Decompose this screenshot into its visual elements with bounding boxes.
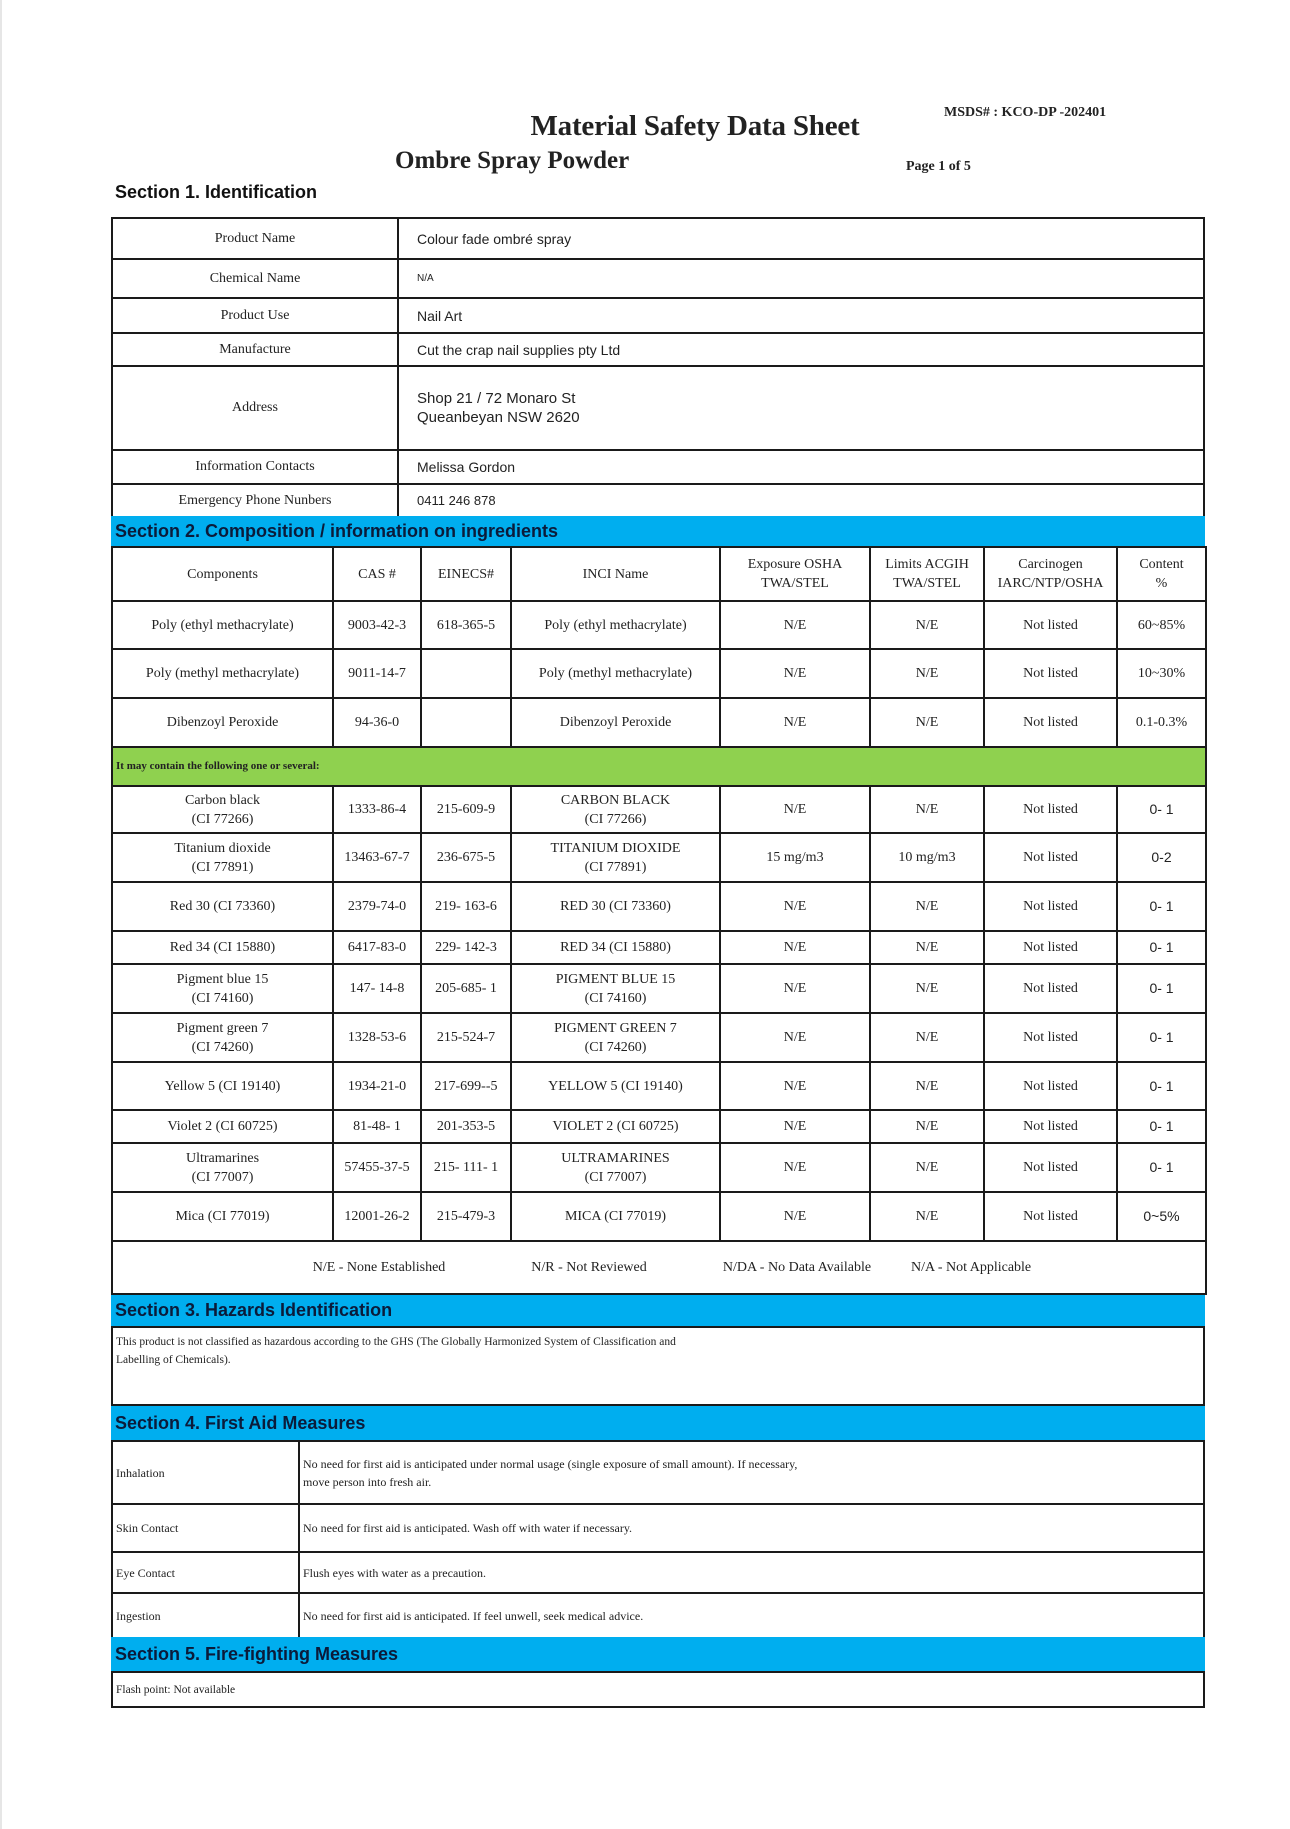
legend-ne: N/E - None Established	[312, 1260, 446, 1275]
content-cell: 0- 1	[1117, 964, 1206, 1013]
osha-cell: N/E	[720, 698, 870, 747]
carcinogen-cell: Not listed	[984, 1062, 1117, 1110]
section5-heading: Section 5. Fire-fighting Measures	[111, 1637, 1205, 1671]
component-cell: Poly (ethyl methacrylate)	[112, 601, 333, 649]
ingredient-row	[112, 1192, 1206, 1241]
optional-note-row	[112, 747, 1206, 786]
col-carcinogen: Carcinogen IARC/NTP/OSHA	[984, 547, 1117, 601]
osha-cell: N/E	[720, 1143, 870, 1192]
section2-heading: Section 2. Composition / information on ingredients	[111, 516, 1205, 546]
section1-heading: Section 1. Identification	[115, 182, 318, 202]
ingredient-row	[112, 833, 1206, 882]
table-row	[112, 1593, 1204, 1638]
cas-cell: 1934-21-0	[333, 1062, 421, 1110]
cas-cell: 9011-14-7	[333, 649, 421, 698]
carcinogen-cell: Not listed	[984, 1192, 1117, 1241]
component-cell: Poly (methyl methacrylate)	[112, 649, 333, 698]
osha-cell: N/E	[720, 786, 870, 833]
inci-cell: ULTRAMARINES (CI 77007)	[511, 1143, 720, 1192]
first-aid-text: No need for first aid is anticipated under normal usage (single exposure of small amount). If necessary, move person into fresh air.	[299, 1441, 1204, 1504]
row-label: Chemical Name	[112, 259, 398, 298]
einecs-cell: 618-365-5	[421, 601, 511, 649]
cas-cell: 81-48- 1	[333, 1110, 421, 1143]
einecs-cell: 236-675-5	[421, 833, 511, 882]
carcinogen-cell: Not listed	[984, 1013, 1117, 1062]
hazards-text-line1: This product is not classified as hazardous according to the GHS (The Globally Harmonized System of Classification and	[116, 1336, 676, 1348]
col-inci: INCI Name	[511, 547, 720, 601]
legend-row	[112, 1241, 1206, 1294]
ingredient-row	[112, 964, 1206, 1013]
table-row	[112, 218, 1204, 259]
carcinogen-cell: Not listed	[984, 882, 1117, 931]
osha-cell: N/E	[720, 931, 870, 964]
page-edge	[0, 0, 2, 1829]
cas-cell: 147- 14-8	[333, 964, 421, 1013]
flash-point-text: Flash point: Not available	[116, 1684, 236, 1696]
einecs-cell: 217-699--5	[421, 1062, 511, 1110]
inci-cell: VIOLET 2 (CI 60725)	[511, 1110, 720, 1143]
inci-cell: PIGMENT BLUE 15 (CI 74160)	[511, 964, 720, 1013]
einecs-cell: 215- 111- 1	[421, 1143, 511, 1192]
product-name-value: Colour fade ombré spray	[398, 218, 1204, 259]
einecs-cell: 215-479-3	[421, 1192, 511, 1241]
osha-cell: N/E	[720, 1062, 870, 1110]
ingredient-row	[112, 601, 1206, 649]
inci-cell: Poly (ethyl methacrylate)	[511, 601, 720, 649]
table-row	[112, 259, 1204, 298]
ingredient-row	[112, 882, 1206, 931]
osha-cell: 15 mg/m3	[720, 833, 870, 882]
component-cell: Red 30 (CI 73360)	[112, 882, 333, 931]
acgih-cell: N/E	[870, 1013, 984, 1062]
osha-cell: N/E	[720, 601, 870, 649]
row-label: Address	[112, 366, 398, 450]
table-row	[112, 450, 1204, 484]
page-indicator: Page 1 of 5	[906, 159, 971, 174]
product-subtitle: Ombre Spray Powder	[395, 147, 630, 174]
einecs-cell: 201-353-5	[421, 1110, 511, 1143]
osha-cell: N/E	[720, 964, 870, 1013]
table-row	[112, 333, 1204, 366]
composition-table	[111, 546, 1207, 1295]
component-cell: Titanium dioxide (CI 77891)	[112, 833, 333, 882]
ingredient-row	[112, 786, 1206, 833]
address-line2: Queanbeyan NSW 2620	[417, 409, 580, 426]
product-use-value: Nail Art	[398, 298, 1204, 333]
col-components: Components	[112, 547, 333, 601]
osha-cell: N/E	[720, 649, 870, 698]
ingredient-row	[112, 1062, 1206, 1110]
ingredient-row	[112, 1143, 1206, 1192]
table-row	[112, 484, 1204, 517]
cas-cell: 6417-83-0	[333, 931, 421, 964]
table-row	[112, 298, 1204, 333]
cas-cell: 57455-37-5	[333, 1143, 421, 1192]
hazards-text-line2: Labelling of Chemicals).	[116, 1354, 231, 1366]
table-row	[112, 1441, 1204, 1504]
content-cell: 0.1-0.3%	[1117, 698, 1206, 747]
component-cell: Yellow 5 (CI 19140)	[112, 1062, 333, 1110]
optional-note: It may contain the following one or several:	[112, 747, 1206, 786]
carcinogen-cell: Not listed	[984, 786, 1117, 833]
carcinogen-cell: Not listed	[984, 964, 1117, 1013]
row-label: Emergency Phone Nunbers	[112, 484, 398, 517]
component-cell: Pigment blue 15 (CI 74160)	[112, 964, 333, 1013]
component-cell: Carbon black (CI 77266)	[112, 786, 333, 833]
section4-heading: Section 4. First Aid Measures	[111, 1406, 1205, 1440]
hazards-text-box	[111, 1326, 1205, 1406]
first-aid-label: Skin Contact	[112, 1504, 299, 1552]
document-title: Material Safety Data Sheet	[530, 110, 860, 142]
acgih-cell: 10 mg/m3	[870, 833, 984, 882]
acgih-cell: N/E	[870, 1110, 984, 1143]
acgih-cell: N/E	[870, 964, 984, 1013]
col-einecs: EINECS#	[421, 547, 511, 601]
inci-cell: TITANIUM DIOXIDE (CI 77891)	[511, 833, 720, 882]
first-aid-table	[111, 1440, 1205, 1639]
optional-ingredients	[112, 786, 1206, 1241]
carcinogen-cell: Not listed	[984, 1143, 1117, 1192]
first-aid-label: Ingestion	[112, 1593, 299, 1638]
acgih-cell: N/E	[870, 649, 984, 698]
col-cas: CAS #	[333, 547, 421, 601]
component-cell: Red 34 (CI 15880)	[112, 931, 333, 964]
acgih-cell: N/E	[870, 786, 984, 833]
component-cell: Ultramarines (CI 77007)	[112, 1143, 333, 1192]
content-cell: 0- 1	[1117, 786, 1206, 833]
osha-cell: N/E	[720, 1013, 870, 1062]
content-cell: 0- 1	[1117, 882, 1206, 931]
inci-cell: Poly (methyl methacrylate)	[511, 649, 720, 698]
identification-table	[111, 217, 1205, 518]
section3-heading: Section 3. Hazards Identification	[111, 1295, 1205, 1326]
cas-cell: 12001-26-2	[333, 1192, 421, 1241]
einecs-cell: 219- 163-6	[421, 882, 511, 931]
first-aid-text: No need for first aid is anticipated. Wash off with water if necessary.	[299, 1504, 1204, 1552]
table-row	[112, 1552, 1204, 1593]
component-cell: Violet 2 (CI 60725)	[112, 1110, 333, 1143]
acgih-cell: N/E	[870, 882, 984, 931]
component-cell: Dibenzoyl Peroxide	[112, 698, 333, 747]
ingredient-row	[112, 1110, 1206, 1143]
acgih-cell: N/E	[870, 698, 984, 747]
first-aid-label: Inhalation	[112, 1441, 299, 1504]
content-cell: 0-2	[1117, 833, 1206, 882]
cas-cell: 9003-42-3	[333, 601, 421, 649]
table-row	[112, 1504, 1204, 1552]
osha-cell: N/E	[720, 1110, 870, 1143]
acgih-cell: N/E	[870, 1192, 984, 1241]
ingredient-row	[112, 649, 1206, 698]
content-cell: 0- 1	[1117, 1110, 1206, 1143]
content-cell: 0~5%	[1117, 1192, 1206, 1241]
osha-cell: N/E	[720, 1192, 870, 1241]
address-line1: Shop 21 / 72 Monaro St	[417, 390, 576, 407]
ingredient-row	[112, 931, 1206, 964]
first-aid-text: No need for first aid is anticipated. If feel unwell, seek medical advice.	[299, 1593, 1204, 1638]
row-label: Product Use	[112, 298, 398, 333]
einecs-cell: 229- 142-3	[421, 931, 511, 964]
content-cell: 60~85%	[1117, 601, 1206, 649]
header-row	[112, 547, 1206, 601]
inci-cell: PIGMENT GREEN 7 (CI 74260)	[511, 1013, 720, 1062]
ingredient-row	[112, 1013, 1206, 1062]
component-cell: Pigment green 7 (CI 74260)	[112, 1013, 333, 1062]
content-cell: 10~30%	[1117, 649, 1206, 698]
carcinogen-cell: Not listed	[984, 931, 1117, 964]
cas-cell: 1333-86-4	[333, 786, 421, 833]
inci-cell: YELLOW 5 (CI 19140)	[511, 1062, 720, 1110]
inci-cell: CARBON BLACK (CI 77266)	[511, 786, 720, 833]
carcinogen-cell: Not listed	[984, 601, 1117, 649]
einecs-cell	[421, 649, 511, 698]
legend-nr: N/R - Not Reviewed	[531, 1260, 647, 1275]
carcinogen-cell: Not listed	[984, 698, 1117, 747]
einecs-cell: 215-524-7	[421, 1013, 511, 1062]
acgih-cell: N/E	[870, 1143, 984, 1192]
component-cell: Mica (CI 77019)	[112, 1192, 333, 1241]
main-ingredients	[112, 601, 1206, 747]
manufacture-value: Cut the crap nail supplies pty Ltd	[398, 333, 1204, 366]
osha-cell: N/E	[720, 882, 870, 931]
cas-cell: 1328-53-6	[333, 1013, 421, 1062]
inci-cell: RED 34 (CI 15880)	[511, 931, 720, 964]
col-content: Content %	[1117, 547, 1206, 601]
content-cell: 0- 1	[1117, 931, 1206, 964]
cas-cell: 13463-67-7	[333, 833, 421, 882]
carcinogen-cell: Not listed	[984, 649, 1117, 698]
col-acgih: Limits ACGIH TWA/STEL	[870, 547, 984, 601]
first-aid-text: Flush eyes with water as a precaution.	[299, 1552, 1204, 1593]
acgih-cell: N/E	[870, 931, 984, 964]
cas-cell: 2379-74-0	[333, 882, 421, 931]
msds-number: MSDS# : KCO-DP -202401	[944, 105, 1107, 120]
row-label: Information Contacts	[112, 450, 398, 484]
contact-value: Melissa Gordon	[398, 450, 1204, 484]
table-row	[112, 366, 1204, 450]
einecs-cell: 205-685- 1	[421, 964, 511, 1013]
inci-cell: Dibenzoyl Peroxide	[511, 698, 720, 747]
legend-nda: N/DA - No Data Available	[722, 1260, 872, 1275]
inci-cell: MICA (CI 77019)	[511, 1192, 720, 1241]
first-aid-label: Eye Contact	[112, 1552, 299, 1593]
row-label: Manufacture	[112, 333, 398, 366]
carcinogen-cell: Not listed	[984, 833, 1117, 882]
ingredient-row	[112, 698, 1206, 747]
address-value	[398, 366, 1204, 450]
chemical-name-value: N/A	[398, 259, 1204, 298]
einecs-cell	[421, 698, 511, 747]
fire-fighting-box	[111, 1671, 1205, 1708]
content-cell: 0- 1	[1117, 1143, 1206, 1192]
legend-na: N/A - Not Applicable	[911, 1260, 1032, 1275]
einecs-cell: 215-609-9	[421, 786, 511, 833]
carcinogen-cell: Not listed	[984, 1110, 1117, 1143]
acgih-cell: N/E	[870, 1062, 984, 1110]
inci-cell: RED 30 (CI 73360)	[511, 882, 720, 931]
phone-value: 0411 246 878	[398, 484, 1204, 517]
cas-cell: 94-36-0	[333, 698, 421, 747]
content-cell: 0- 1	[1117, 1013, 1206, 1062]
col-osha: Exposure OSHA TWA/STEL	[720, 547, 870, 601]
row-label: Product Name	[112, 218, 398, 259]
abbreviation-legend	[112, 1241, 1206, 1294]
content-cell: 0- 1	[1117, 1062, 1206, 1110]
acgih-cell: N/E	[870, 601, 984, 649]
